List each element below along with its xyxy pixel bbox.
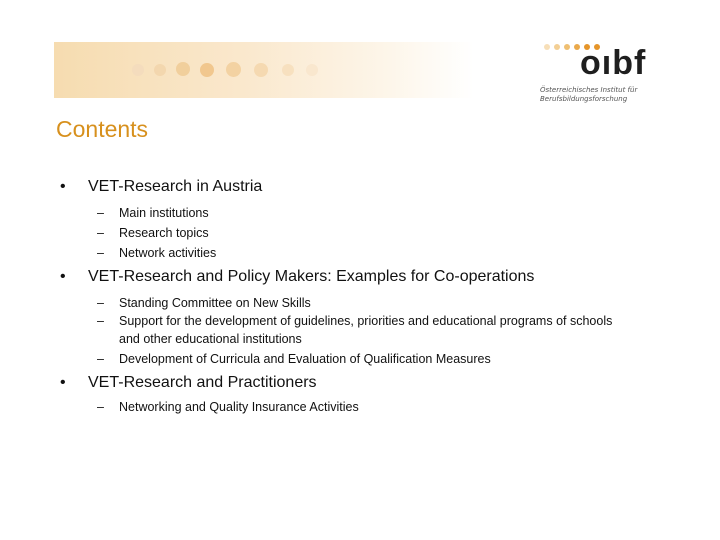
banner-dot [200, 63, 214, 77]
banner-dot [226, 62, 241, 77]
bullet-text: VET-Research and Policy Makers: Examples for Co-operations [88, 268, 535, 285]
sub-item [60, 224, 660, 244]
dash-glyph: – [97, 246, 104, 260]
sub-item-text: Research topics [119, 226, 209, 240]
slide-title: Contents [56, 116, 149, 142]
bullet-text: VET-Research in Austria [88, 178, 263, 195]
header-banner [54, 42, 474, 98]
banner-dot [176, 62, 190, 76]
logo-tagline-2: Berufsbildungsforschung [540, 95, 628, 103]
dash-glyph: – [97, 206, 104, 220]
logo-dot [554, 44, 560, 50]
banner-dot [154, 64, 166, 76]
sub-item [60, 244, 660, 264]
sub-item-text: Networking and Quality Insurance Activities [119, 400, 359, 414]
bullet-text: VET-Research and Practitioners [88, 374, 317, 391]
dash-glyph: – [97, 352, 104, 366]
dash-glyph: – [97, 314, 104, 328]
bullet-item [60, 266, 660, 292]
contents-list [60, 176, 660, 418]
sub-item [60, 398, 660, 418]
bullet-glyph: • [60, 268, 66, 285]
dash-glyph: – [97, 400, 104, 414]
banner-dot [132, 64, 144, 76]
sub-item-text: Main institutions [119, 206, 209, 220]
logo-dot [544, 44, 550, 50]
banner-dot [254, 63, 268, 77]
sub-item [60, 350, 660, 370]
logo-dot [564, 44, 570, 50]
logo-wordmark: oıbf [580, 44, 647, 82]
dash-glyph: – [97, 296, 104, 310]
sub-item-text: Network activities [119, 246, 217, 260]
sub-item [60, 312, 660, 350]
dash-glyph: – [97, 226, 104, 240]
banner-dot [282, 64, 294, 76]
banner-dot [306, 64, 318, 76]
sub-item [60, 204, 660, 224]
sub-item-text: Development of Curricula and Evaluation of Qualification Measures [119, 352, 491, 366]
logo-tagline-1: Österreichisches Institut für [540, 86, 638, 94]
bullet-glyph: • [60, 178, 66, 195]
oibf-logo [540, 40, 670, 102]
sub-item [60, 294, 660, 312]
sub-item-text: Standing Committee on New Skills [119, 296, 311, 310]
sub-item-text: Support for the development of guidelines, priorities and educational programs of schools and other educational institutions [119, 314, 613, 346]
bullet-item [60, 372, 660, 398]
bullet-item [60, 176, 660, 204]
bullet-glyph: • [60, 374, 66, 391]
